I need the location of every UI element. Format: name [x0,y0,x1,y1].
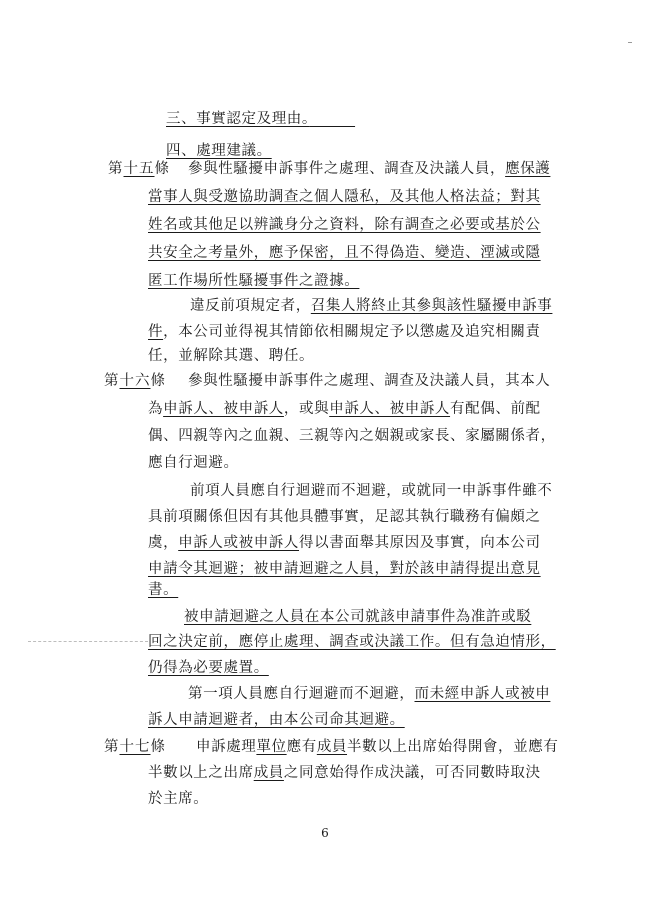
article-17-line-2: 半數以上之出席成員之同意始得作成決議，可否同數時取決 [148,765,541,781]
article-16-line-4: 應自行迴避。 [148,455,239,471]
list-item-4 [166,141,272,161]
scan-mark [628,42,632,43]
article-16-para-2-line-2: 具前項關係但因有其他具體事實，足認其執行職務有偏頗之 [148,509,541,525]
article-16-label: 第十六條 [104,373,166,389]
article-15-line-5: 匿工作場所性騷擾事件之證據。 [148,273,360,289]
article-16-para-2-line-3: 虞，申訴人或被申訴人得以書面舉其原因及事實，向本公司 [148,535,541,551]
article-16-line-3: 偶、四親等內之血親、三親等內之姻親或家長、家屬關係者， [148,428,556,444]
page-number: 6 [321,826,329,840]
article-15-para-2-line-1: 違反前項規定者，召集人將終止其參與該性騷擾申訴事 [190,298,553,314]
article-16-para-3-line-3: 仍得為必要處置。 [148,660,269,676]
list-item-3-text: 三、事實認定及理由。 [166,111,310,127]
article-16-para-2-line-5: 書。 [148,582,179,598]
article-16-para-4-line-2: 訴人申請迴避者，由本公司命其迴避。 [148,712,405,728]
article-15-line-3: 姓名或其他足以辨識身分之資料，除有調查之必要或基於公 [148,217,541,233]
article-15-label: 第十五條 [108,161,170,177]
article-16-para-3-line-1: 被申請迴避之人員在本公司就該申請事件為准許或駁 [184,609,532,625]
article-15-line-4: 共安全之考量外，應予保密，且不得偽造、變造、湮滅或隱 [148,245,541,261]
article-17-label: 第十七條 [104,739,166,755]
article-16-para-3-line-2: 回之決定前，應停止處理、調查或決議工作。但有急迫情形， [148,634,556,650]
article-15-para-2-line-3: 任，並解除其選、聘任。 [148,348,315,364]
list-item-4-text: 四、處理建議。 [166,143,272,159]
list-item-3 [166,109,355,129]
scan-artifact-line [28,641,148,642]
article-17-line-3: 於主席。 [148,791,209,807]
article-15-line-2: 當事人與受邀協助調查之個人隱私，及其他人格法益；對其 [148,189,541,205]
article-16-para-4-line-1: 第一項人員應自行迴避而不迴避，而未經申訴人或被申 [188,686,551,702]
article-17-line-1: 申訴處理單位應有成員半數以上出席始得開會，並應有 [196,739,559,755]
article-16-line-2: 為申訴人、被申訴人，或與申訴人、被申訴人有配偶、前配 [148,401,541,417]
article-15-para-2-line-2: 件，本公司並得視其情節依相關規定予以懲處及追究相關責 [148,324,541,340]
article-16-line-1: 參與性騷擾申訴事件之處理、調查及決議人員，其本人 [188,373,551,389]
article-16-para-2-line-4: 申請令其迴避；被申請迴避之人員，對於該申請得提出意見 [148,561,541,577]
article-16-para-2-line-1: 前項人員應自行迴避而不迴避，或就同一申訴事件雖不 [190,483,553,499]
article-15-line-1: 參與性騷擾申訴事件之處理、調查及決議人員，應保護 [188,161,551,177]
